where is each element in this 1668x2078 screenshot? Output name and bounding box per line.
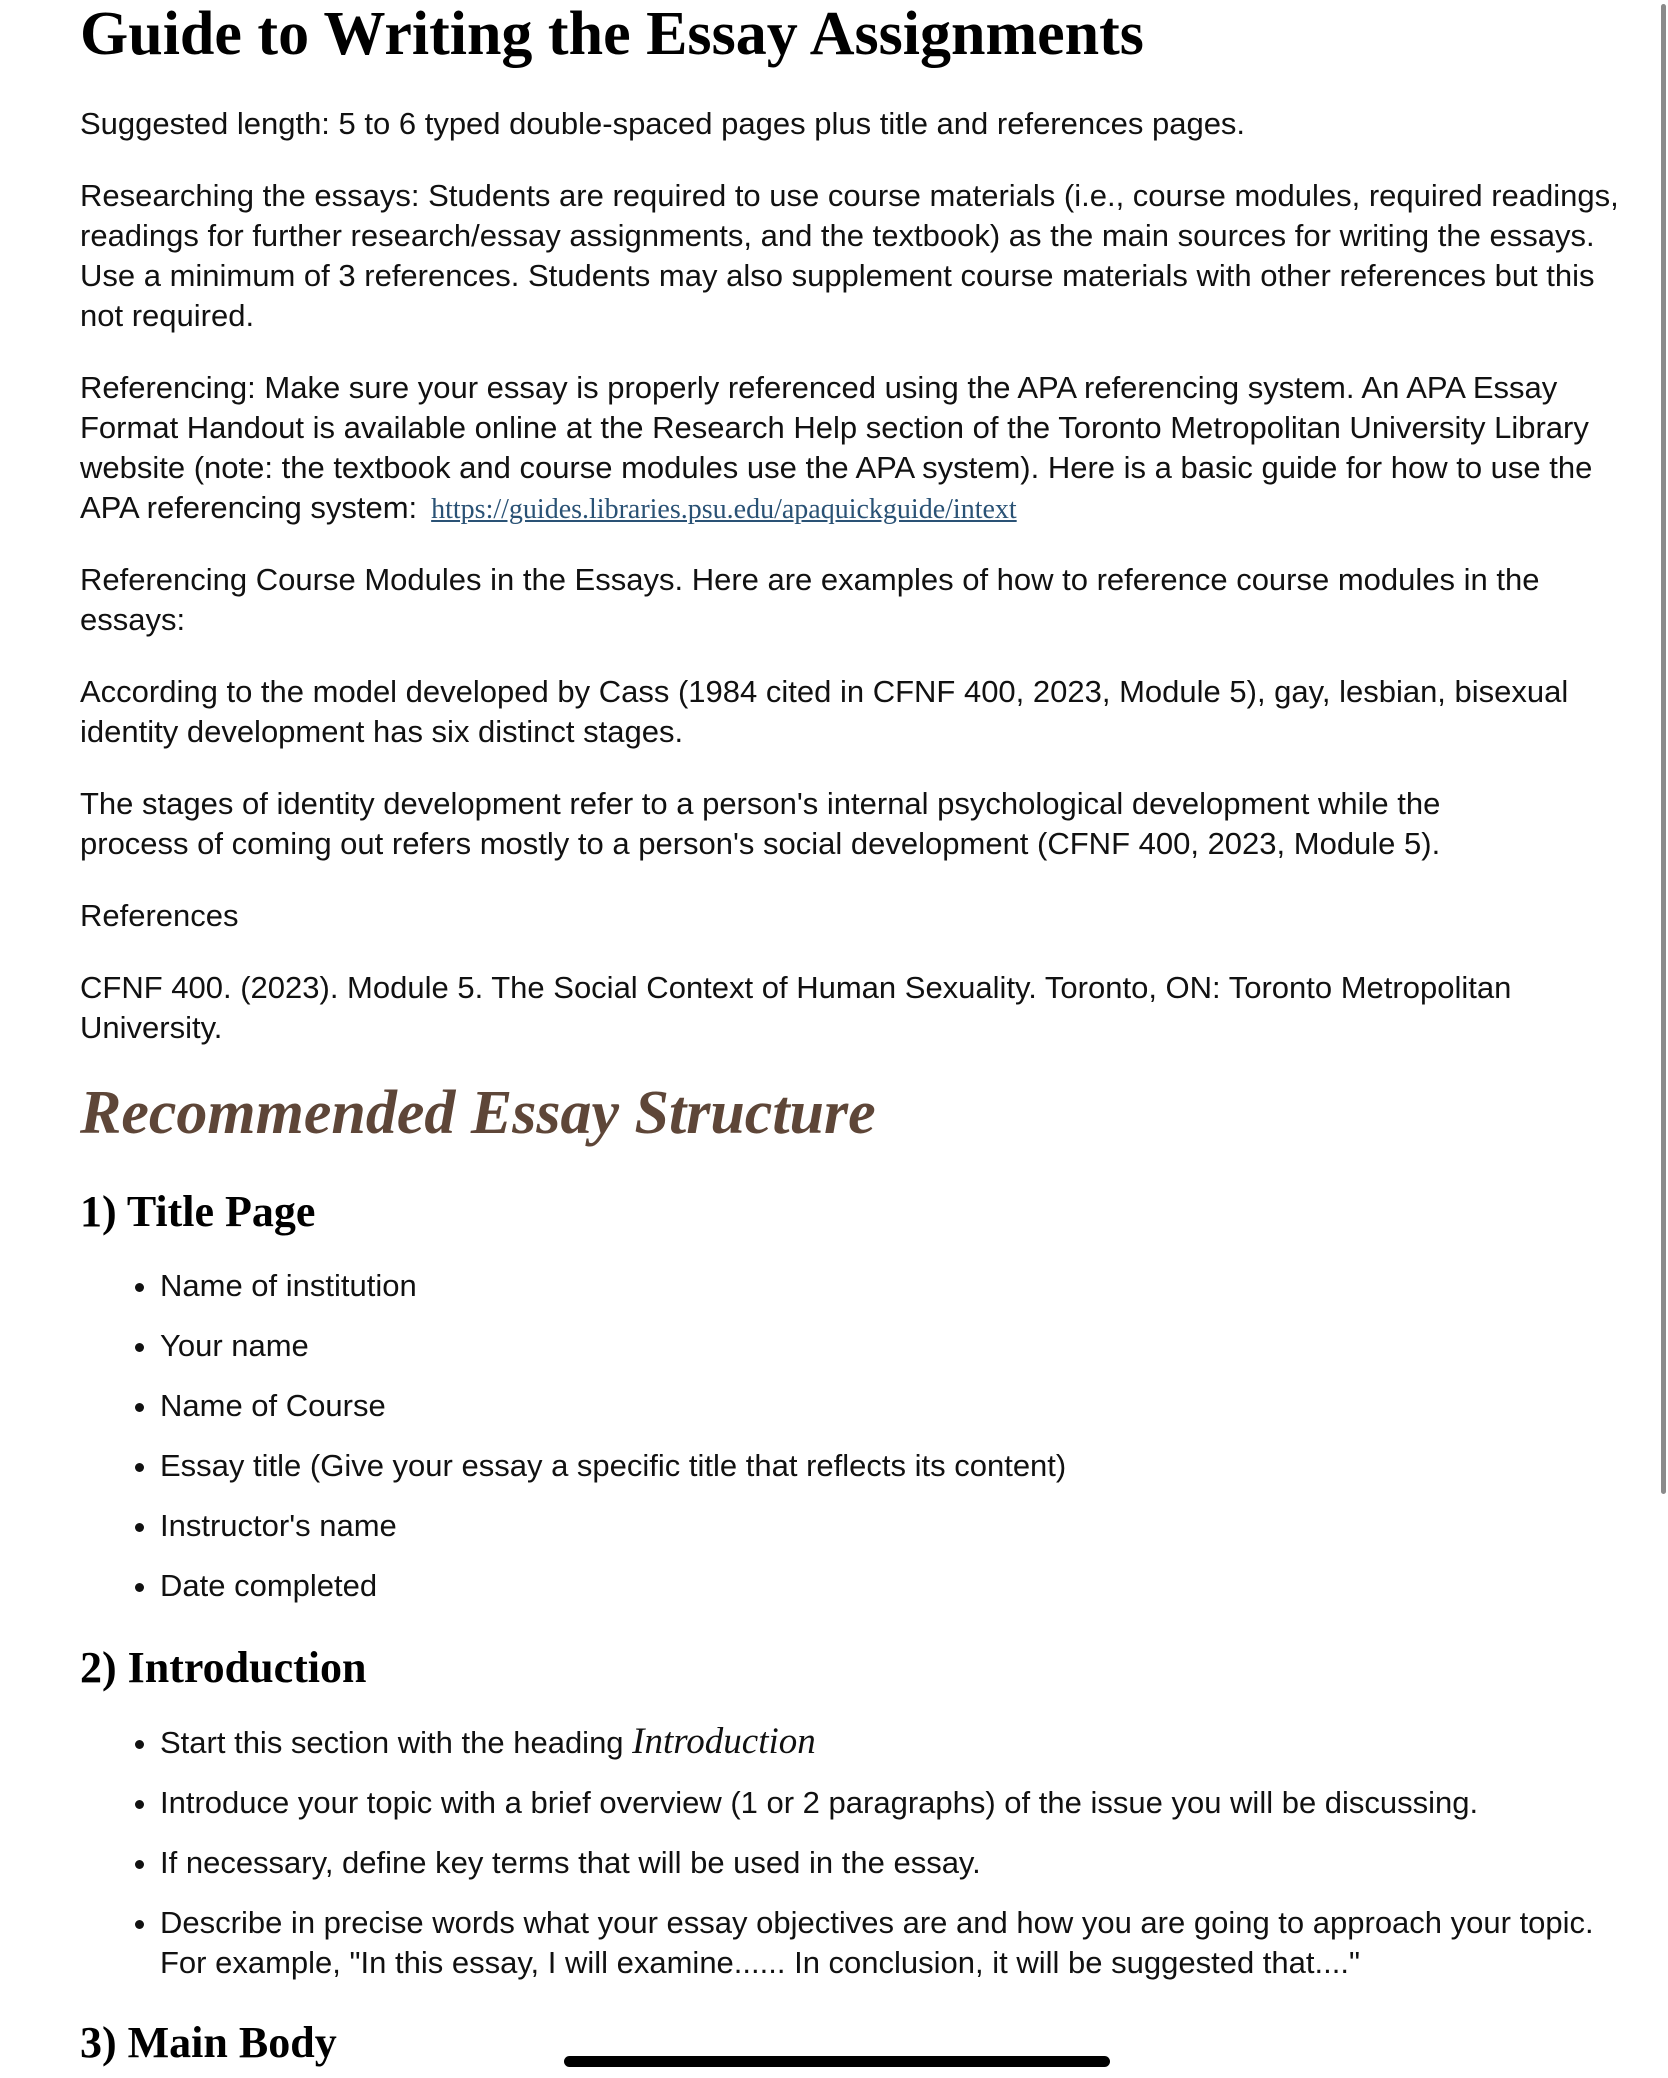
recommended-structure-heading: Recommended Essay Structure xyxy=(80,1079,876,1147)
list-item: • Instructor's name xyxy=(160,1506,1620,1546)
suggested-length-paragraph: Suggested length: 5 to 6 typed double-spaced pages plus title and references pages. xyxy=(80,106,1246,141)
researching-paragraph: Researching the essays: Students are required to use course materials (i.e., course modules, required readings, readings for further research/essay assignments, and the textbook) as the main sources for writing the essays. Use a minimum of 3 references. Students may also supplement course materials with other references but this not required. xyxy=(80,178,1619,333)
introduction-heading-word: Introduction xyxy=(632,1721,816,1762)
introduction-list xyxy=(80,1722,1620,1983)
list-item: • Introduce your topic with a brief overview (1 or 2 paragraphs) of the issue you will be discussing. xyxy=(160,1783,1620,1823)
main-body-heading: 3) Main Body xyxy=(80,2018,337,2067)
list-item: • Name of Course xyxy=(160,1386,1620,1426)
document-content xyxy=(80,0,1620,2071)
referencing-text: Referencing: Make sure your essay is properly referenced using the APA referencing system. An APA Essay Format Handout is available online at the Research Help section of the Toronto Metropolitan University Library website (note: the textbook and course modules use the APA system). Here is a basic guide for how to use the APA referencing system: xyxy=(80,370,1593,525)
references-label: References xyxy=(80,898,239,933)
introduction-heading: 2) Introduction xyxy=(80,1643,367,1692)
list-item: • Essay title (Give your essay a specific title that reflects its content) xyxy=(160,1446,1620,1486)
title-page-list xyxy=(80,1266,1620,1606)
list-item: • Name of institution xyxy=(160,1266,1620,1306)
page-title: Guide to Writing the Essay Assignments xyxy=(80,0,1144,68)
list-item: • Your name xyxy=(160,1326,1620,1366)
list-item: • If necessary, define key terms that will be used in the essay. xyxy=(160,1843,1620,1883)
referencing-paragraph xyxy=(80,368,1620,530)
list-item: • Date completed xyxy=(160,1566,1620,1606)
scrollbar[interactable] xyxy=(1661,4,1666,1494)
intro-item-prefix: Start this section with the heading xyxy=(160,1725,624,1760)
example-citation-2: The stages of identity development refer to a person's internal psychological development while the process of coming out refers mostly to a person's social development (CFNF 400, 2023, Module 5). xyxy=(80,786,1441,861)
home-indicator[interactable] xyxy=(564,2056,1110,2067)
title-page-heading: 1) Title Page xyxy=(80,1187,316,1236)
list-item xyxy=(160,1722,1620,1763)
modules-intro-paragraph: Referencing Course Modules in the Essays. Here are examples of how to reference course modules in the essays: xyxy=(80,562,1540,637)
list-item: • Describe in precise words what your essay objectives are and how you are going to approach your topic. For example, "In this essay, I will examine...... In conclusion, it will be suggested that...." xyxy=(160,1903,1620,1983)
example-citation-1: According to the model developed by Cass (1984 cited in CFNF 400, 2023, Module 5), gay, lesbian, bisexual identity development has six distinct stages. xyxy=(80,674,1569,749)
apa-guide-link[interactable]: https://guides.libraries.psu.edu/apaquickguide/intext xyxy=(431,494,1017,525)
reference-entry: CFNF 400. (2023). Module 5. The Social Context of Human Sexuality. Toronto, ON: Toronto Metropolitan University. xyxy=(80,970,1512,1045)
